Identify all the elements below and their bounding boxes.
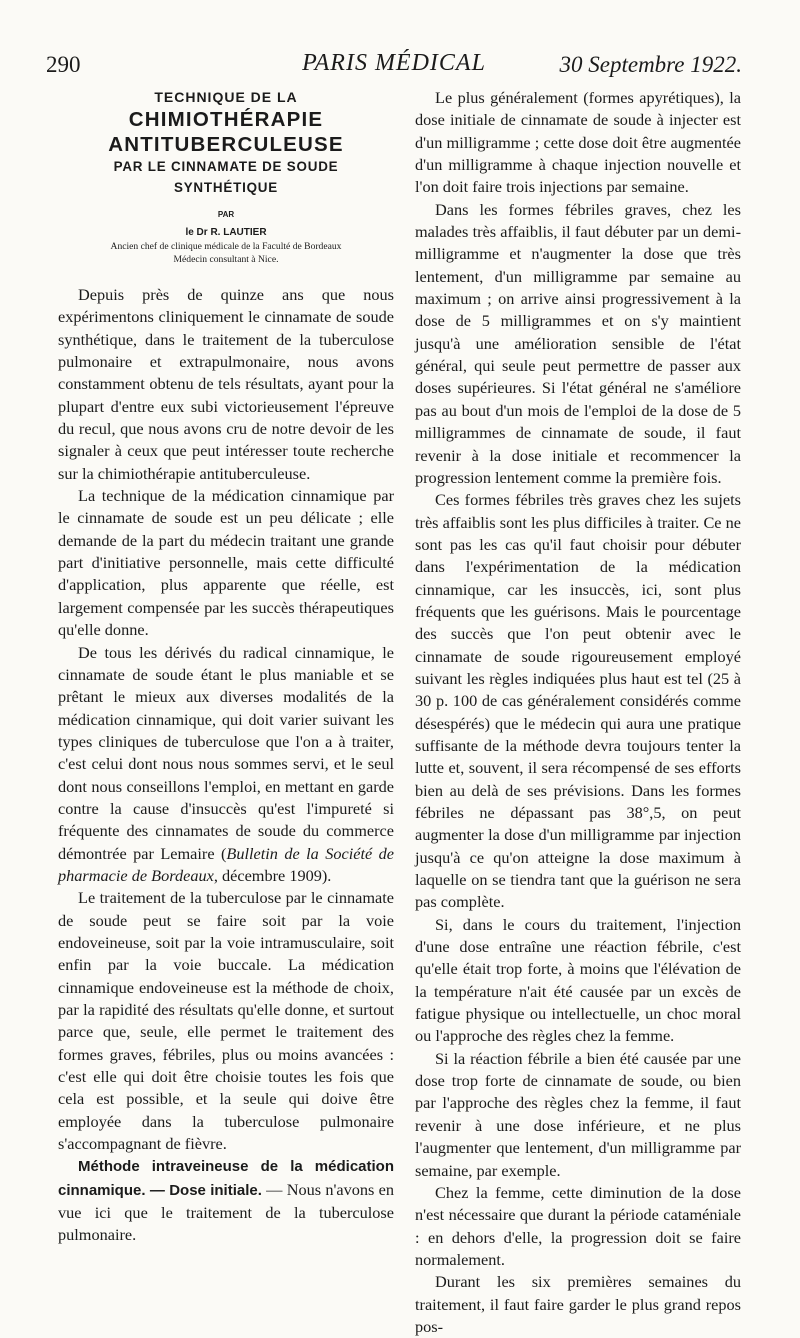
paragraph <box>58 1155 394 1246</box>
paragraph: Dans les formes fébriles graves, chez les malades très affaiblis, il faut débuter par un demi-milligramme et n'augmenter la dose que très lentement, d'un milligramme par semaine au maximum ; on arrive ainsi progressivement à la dose de 5 milligrammes et on s'y maintient jusqu'à une amélioration sensible de l'état général, qui seule peut permettre de passer aux doses supérieures. Si l'état général ne s'améliore pas au bout d'un mois de l'emploi de la dose de 5 milligrammes de cinnamate de soude, il faut revenir à la dose initiale et recommencer la progression lentement comme la première fois. <box>415 199 741 487</box>
paragraph-text: , décembre 1909). <box>213 865 332 885</box>
issue-date: 30 Septembre 1922. <box>559 52 742 77</box>
title-line-3: ANTITUBERCULEUSE <box>108 133 344 156</box>
right-column <box>415 87 741 1338</box>
page-number: 290 <box>46 52 81 77</box>
title-line-1: TECHNIQUE DE LA <box>154 89 298 105</box>
journal-title: PARIS MÉDICAL <box>302 50 486 76</box>
paragraph: Le traitement de la tuberculose par le cinnamate de soude peut se faire soit par la voie endoveineuse, soit par la voie intramusculaire, soit enfin par la voie buccale. La médication cinnamique endoveineuse est la méthode de choix, par la rapidité des résultats qu'elle donne, et surtout parce que, seule, elle permet le traitement des formes graves, fébriles, plus ou moins avancées : c'est elle qui doit être choisie toutes les fois que cela est possible, et la seule qui doive être employée dans la tuberculose pulmonaire s'accompagnant de fièvre. <box>58 888 394 1154</box>
paragraph: Durant les six premières semaines du traitement, il faut faire garder le plus grand repos pos- <box>415 1272 741 1336</box>
citation-title: Bulletin de la Société de pharmacie de Bordeaux <box>58 843 394 885</box>
paragraph: Ces formes fébriles très graves chez les sujets très affaiblis sont les plus difficiles à traiter. Ce ne sont pas les cas qu'il faut choisir pour débuter dans l'expérimentation de la médication cinnamique, car les insuccès, ici, sont plus fréquents que les guérisons. Mais le pourcentage des succès que l'on peut obtenir avec le cinnamate de soude rigoureusement employé suivant les règles indiquées plus haut est tel (25 à 30 p. 100 de cas généralement considérés comme désespérés) que le médecin qui aura une pratique suffisante de la méthode devra toujours tenter la lutte et, souvent, il sera récompensé de ses efforts bien au delà de ses prévisions. Dans les formes fébriles ne dépassant pas 38°,5, on peut augmenter la dose d'un milligramme par injection jusqu'à ce qu'on atteigne la dose maximum à laquelle on se tiendra tant que la guérison ne sera pas complète. <box>415 490 741 912</box>
paragraph: Chez la femme, cette diminution de la dose n'est nécessaire que durant la période cataméniale : en dehors d'elle, la progression doit se faire normalement. <box>415 1182 741 1269</box>
author-name: le Dr R. LAUTIER <box>185 227 267 238</box>
paragraph: La technique de la médication cinnamique par le cinnamate de soude est un peu délicate ; elle demande de la part du médecin traitant une grande part d'initiative personnelle, mais cette difficulté d'application, plus apparente que réelle, est largement compensée par les succès thérapeutiques qu'elle donne. <box>58 486 394 640</box>
author-affiliation-1: Ancien chef de clinique médicale de la Faculté de Bordeaux <box>110 241 342 252</box>
paragraph <box>58 642 394 888</box>
byline-par: PAR <box>217 210 235 219</box>
paragraph-text: — Nous n'avons en vue ici que le traitement de la tuberculose pulmonaire. <box>58 1179 394 1245</box>
page-header <box>46 52 742 86</box>
paragraph-text: De tous les dérivés du radical cinnamique, le cinnamate de soude étant le plus maniable et se prêtant le mieux aux diverses modalités de la médication cinnamique, qui doit varier suivant les types cliniques de tuberculose que l'on a à traiter, c'est celui dont nous nous sommes servi, et le seul dont nous conseillons l'emploi, en mettant en garde contre la cause d'insuccès qu'est l'impureté si fréquente des cinnamates de soude du commerce démontrée par Lemaire ( <box>58 642 394 863</box>
paragraph: Si la réaction fébrile a bien été causée par une dose trop forte de cinnamate de soude, ou bien par l'approche des règles chez la femme, il faut revenir à une dose inférieure, et ne plus l'augmenter que lentement, d'un milligramme par semaine, par exemple. <box>415 1048 741 1180</box>
author-affiliation-2: Médecin consultant à Nice. <box>173 254 279 265</box>
paragraph: Le plus généralement (formes apyrétiques), la dose initiale de cinnamate de soude à injecter est d'un milligramme ; cette dose doit être augmentée d'un milligramme à chaque injection nouvelle et l'on doit faire trois injections par semaine. <box>415 88 741 197</box>
left-column <box>58 87 394 1247</box>
paragraph: Si, dans le cours du traitement, l'injection d'une dose entraîne une réaction fébrile, c'est qu'elle était trop forte, à moins que l'élévation de la température n'ait été causée par un excès de fatigue physique ou intellectuelle, un choc moral ou l'approche des règles chez la femme. <box>415 914 741 1046</box>
title-line-2: CHIMIOTHÉRAPIE <box>128 108 324 131</box>
section-heading: Méthode intraveineuse de la médication cinnamique. — Dose initiale. <box>58 1158 394 1199</box>
title-line-5: SYNTHÉTIQUE <box>173 180 279 195</box>
paragraph: Depuis près de quinze ans que nous expérimentons cliniquement le cinnamate de soude synthétique, dans le traitement de la tuberculose pulmonaire et extrapulmonaire, nous avons constamment obtenu de tels résultats, ayant pour la plupart d'entre eux subi victorieusement l'épreuve du recul, que nous avons cru de notre devoir de les signaler à ceux que peut intéresser toute recherche sur la chimiothérapie antituberculeuse. <box>58 285 394 483</box>
title-line-4: PAR LE CINNAMATE DE SOUDE <box>113 159 339 174</box>
